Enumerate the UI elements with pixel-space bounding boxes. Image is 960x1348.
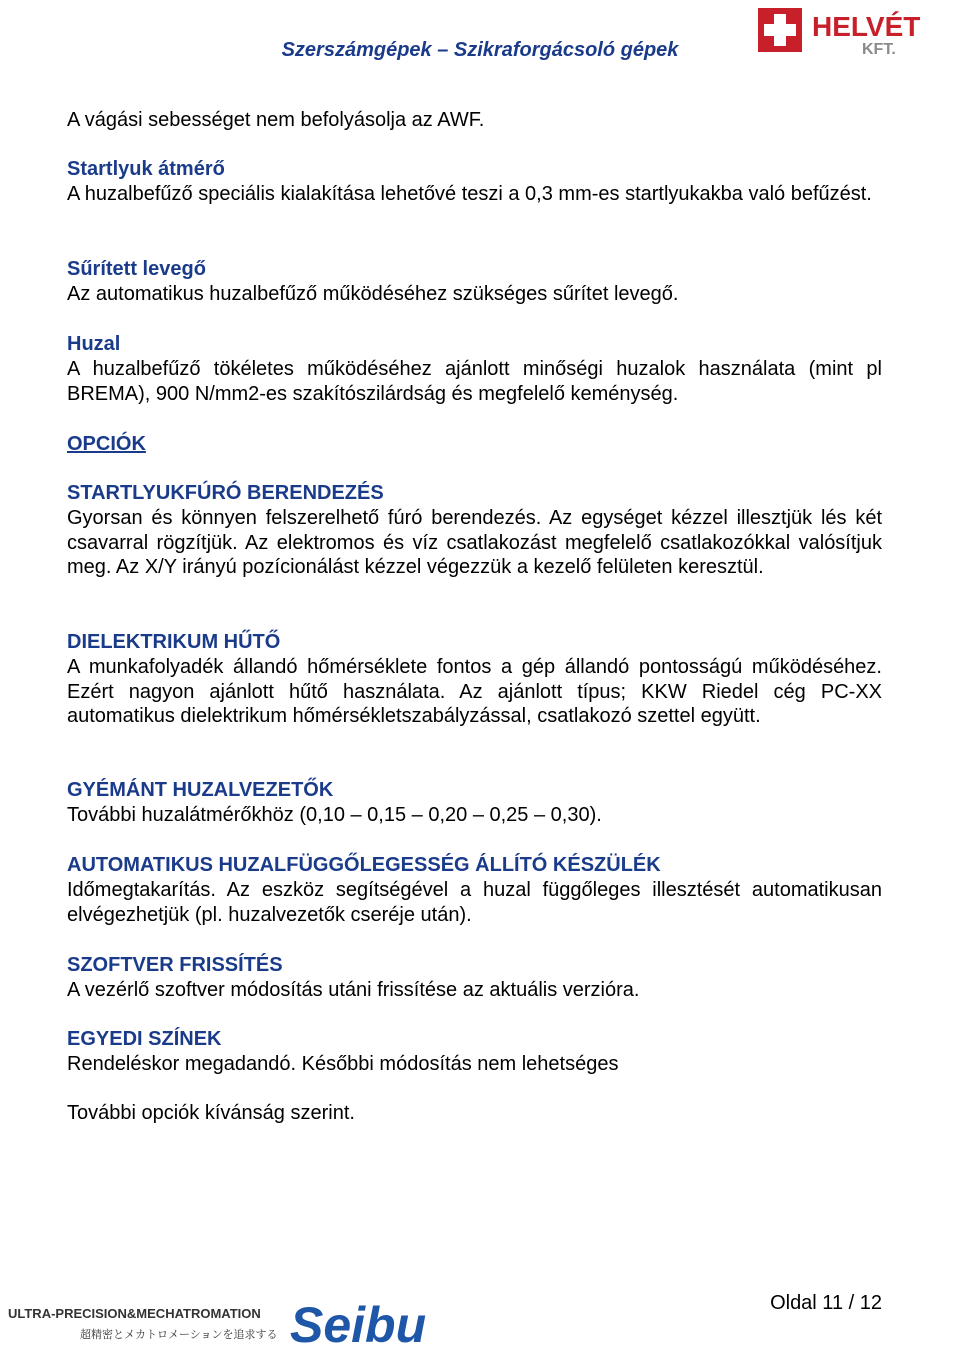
header-title: Szerszámgépek – Szikraforgácsoló gépek [281,39,679,61]
section-heading: GYÉMÁNT HUZALVEZETŐK [67,779,334,801]
huzal-heading: Huzal [67,333,121,355]
section-heading: SZOFTVER FRISSÍTÉS [67,954,283,976]
startlyuk-body: A huzalbefűző speciális kialakítása lehetővé teszi a 0,3 mm-es startlyukakba való befűzést. [67,183,872,205]
page-number: Oldal 11 / 12 [770,1292,882,1314]
levego-heading: Sűrített levegő [67,258,206,280]
section-body: A vezérlő szoftver módosítás utáni frissítése az aktuális verzióra. [67,979,640,1001]
section-heading: EGYEDI SZÍNEK [67,1028,222,1050]
intro-paragraph: A vágási sebességet nem befolyásolja az AWF. [67,109,485,131]
helvet-logo [752,2,952,58]
helvet-logo-text: HELVÉT [812,11,921,42]
seibu-tagline-jp: 超精密とメカトロメーションを追求する [80,1328,278,1341]
seibu-brand-name: Seibu [290,1297,427,1348]
section-body: A munkafolyadék állandó hőmérséklete fontos a gép állandó pontosságú működéséhez. Ezért nagyon ajánlott hűtő használata. Az ajánlott típus; KKW Riedel cég PC-XX automatikus dielektrikum hőmérsékletszabályzással, csatlakozó szettel együtt. [67,656,882,727]
helvet-logo-sub: KFT. [862,41,896,58]
seibu-tagline: ULTRA-PRECISION&MECHATROMATION [8,1306,261,1321]
section-body: Rendeléskor megadandó. Későbbi módosítás nem lehetséges [67,1053,619,1075]
section-heading: AUTOMATIKUS HUZALFÜGGŐLEGESSÉG ÁLLÍTÓ KÉSZÜLÉK [67,854,661,876]
section-heading: STARTLYUKFÚRÓ BERENDEZÉS [67,482,384,504]
section-heading: DIELEKTRIKUM HŰTŐ [67,631,281,653]
section-body: Időmegtakarítás. Az eszköz segítségével a huzal függőleges illesztését automatikusan elvégezhetjük (pl. huzalvezetők cseréje után). [67,879,882,926]
section-body: További huzalátmérőkhöz (0,10 – 0,15 – 0,20 – 0,25 – 0,30). [67,804,602,826]
closing-paragraph: További opciók kívánság szerint. [67,1102,355,1124]
levego-body: Az automatikus huzalbefűző működéséhez szükséges sűrítet levegő. [67,283,679,305]
huzal-body: A huzalbefűző tökéletes működéséhez ajánlott minőségi huzalok használata (mint pl BREMA), 900 N/mm2-es szakítószilárdság és megfelelő keménység. [67,358,882,405]
startlyuk-heading: Startlyuk átmérő [67,158,225,180]
section-body: Gyorsan és könnyen felszerelhető fúró berendezés. Az egységet kézzel illesztjük lés két csavarral rögzítjük. Az elektromos és víz csatlakozást megfelelő csatlakozókkal valósítjuk meg. Az X/Y irányú pozícionálást kézzel végezzük a kezelő felületen keresztül. [67,507,882,578]
seibu-logo [0,1296,480,1348]
opciok-heading: OPCIÓK [67,433,146,455]
